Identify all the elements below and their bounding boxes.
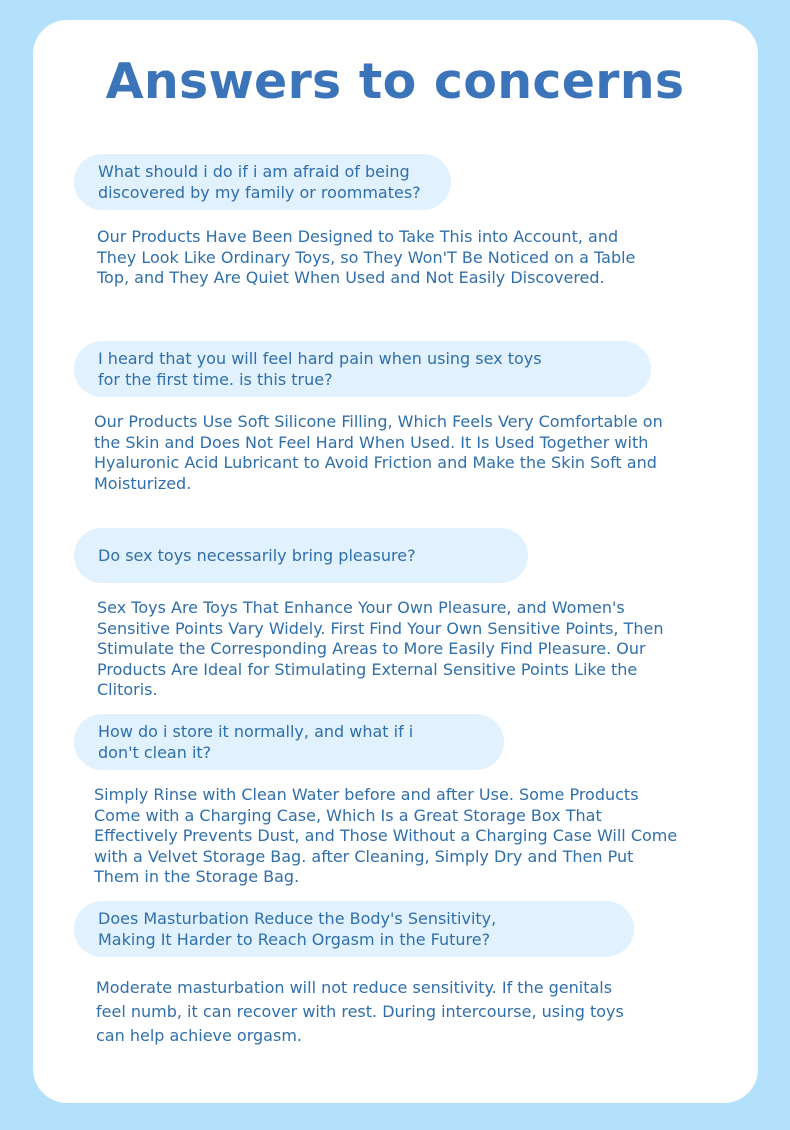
answer-text: Simply Rinse with Clean Water before and after Use. Some Products Come with a Charging Case, Which Is a Great Storage Box That Effectively Prevents Dust, and Those Without a Charging Case Will Come with a Velvet Storage Bag. after Cleaning, Simply Dry and Then Put Them in the Storage Bag. (94, 785, 678, 886)
question-text: What should i do if i am afraid of being discovered by my family or roommates? (98, 162, 421, 202)
page-title: Answers to concerns (105, 53, 685, 110)
question-text: How do i store it normally, and what if i don't clean it? (98, 722, 414, 762)
question-bubble (74, 714, 504, 770)
answer-text: Moderate masturbation will not reduce sensitivity. If the genitals feel numb, it can recover with rest. During intercourse, using toys can help achieve orgasm. (96, 978, 624, 1045)
answer-text: Sex Toys Are Toys That Enhance Your Own Pleasure, and Women's Sensitive Points Vary Widely. First Find Your Own Sensitive Points, Then Stimulate the Corresponding Areas to More Easily Find Pleasure. Our Products Are Ideal for Stimulating External Sensitive Points Like the Clitoris. (97, 598, 664, 699)
question-text: I heard that you will feel hard pain when using sex toys for the first time. is this true? (98, 349, 542, 389)
question-bubble (74, 341, 651, 397)
question-text: Do sex toys necessarily bring pleasure? (98, 546, 416, 565)
question-text: Does Masturbation Reduce the Body's Sensitivity, Making It Harder to Reach Orgasm in the Future? (98, 909, 497, 949)
answer-text: Our Products Have Been Designed to Take This into Account, and They Look Like Ordinary Toys, so They Won'T Be Noticed on a Table Top, and They Are Quiet When Used and Not Easily Discovered. (97, 227, 636, 287)
question-bubble (74, 901, 634, 957)
question-bubble (74, 154, 451, 210)
answer-text: Our Products Use Soft Silicone Filling, Which Feels Very Comfortable on the Skin and Does Not Feel Hard When Used. It Is Used Together with Hyaluronic Acid Lubricant to Avoid Friction and Make the Skin Soft and Moisturized. (94, 412, 663, 493)
question-bubble (74, 528, 528, 583)
